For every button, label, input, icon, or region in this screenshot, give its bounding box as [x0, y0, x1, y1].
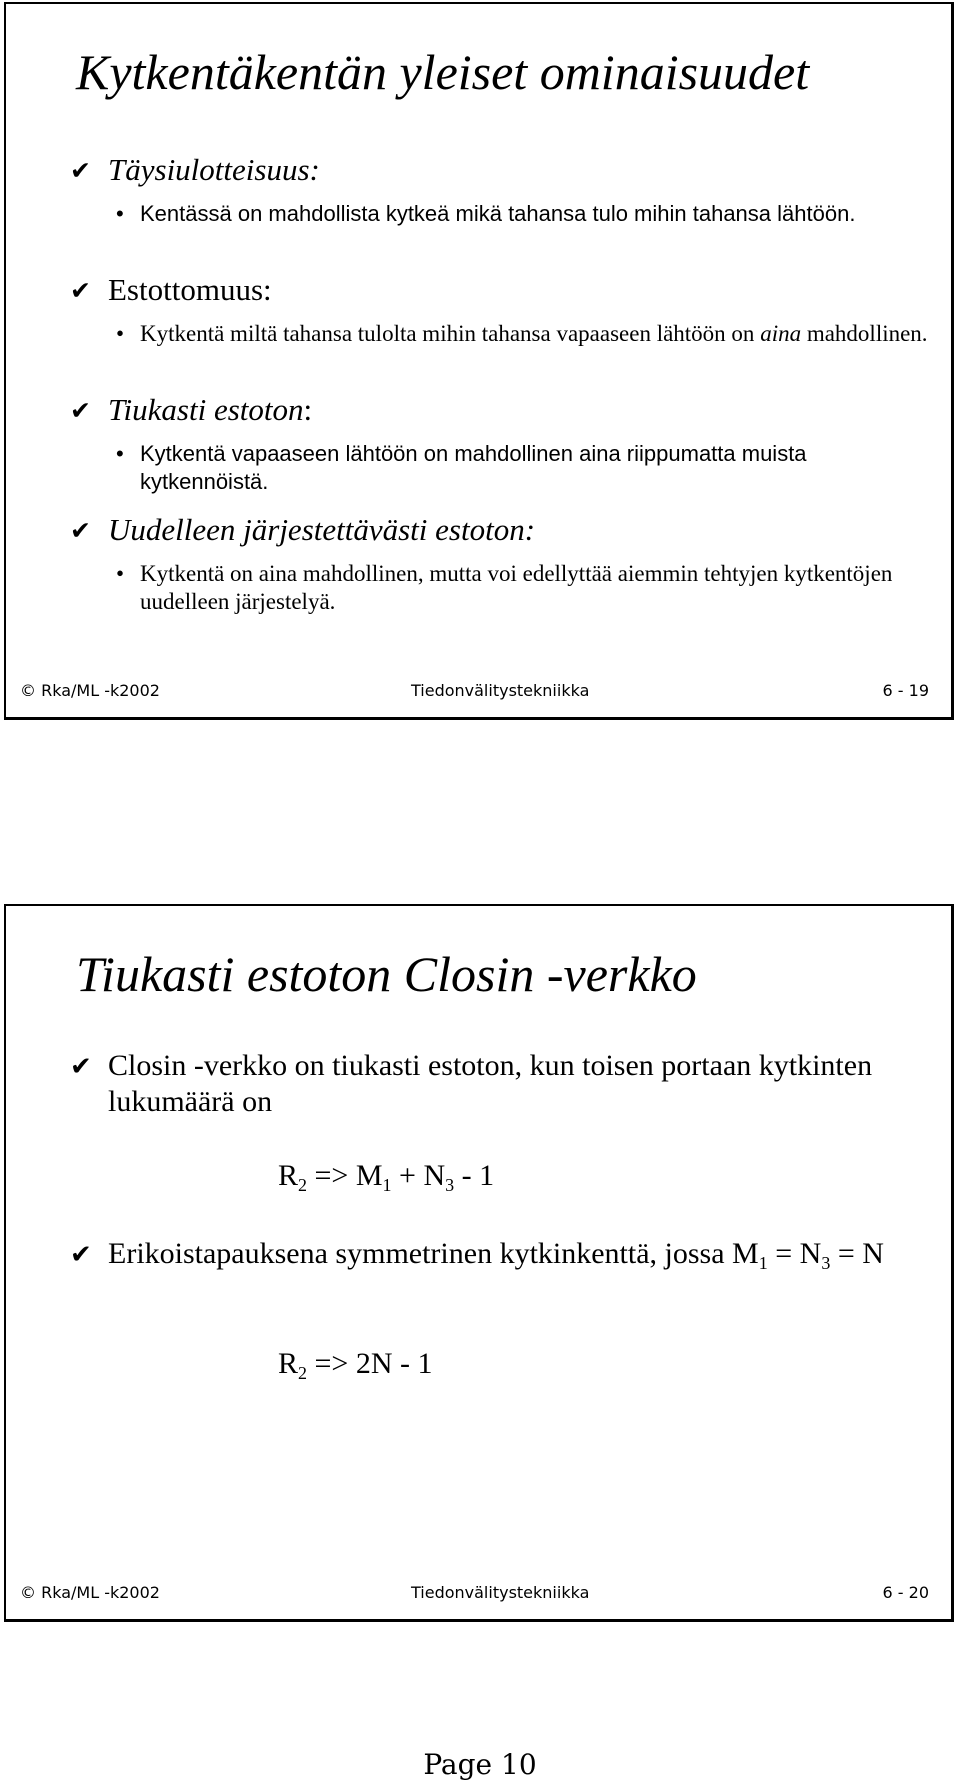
- checkmark-icon: ✔: [70, 1240, 92, 1270]
- list-item: [70, 392, 930, 496]
- item-text: Closin -verkko on tiukasti estoton, kun toisen portaan kytkinten lukumäärä on: [108, 1049, 873, 1118]
- formula-part: => M: [307, 1159, 383, 1192]
- list-item: [70, 152, 930, 228]
- list-item: [70, 272, 930, 348]
- item-text: [116, 320, 930, 348]
- item-text: [116, 200, 930, 228]
- formula-part: + N: [391, 1159, 446, 1192]
- footer-course: Tiedonvälitystekniikka: [411, 681, 590, 700]
- slide-footer: [6, 681, 951, 707]
- item-heading: Uudelleen järjestettävästi estoton:: [108, 512, 536, 547]
- formula-subscript: 2: [298, 1363, 308, 1383]
- bullet-icon: •: [116, 321, 125, 346]
- slide-6-20: [4, 904, 954, 1622]
- footer-copyright: © Rka/ML -k2002: [20, 681, 160, 700]
- item-text-content: Kytkentä on aina mahdollinen, mutta voi edellyttää aiemmin tehtyjen kytkentöjen uudelleen järjestelyä.: [140, 561, 893, 614]
- item-text-emphasis: aina: [760, 321, 802, 346]
- formula-subscript: 1: [382, 1175, 392, 1195]
- page-label: Page 10: [423, 1748, 537, 1781]
- item-text-content: Kytkentä vapaaseen lähtöön on mahdollinen aina riippumatta muista kytkennöistä.: [140, 441, 807, 494]
- item-text-part: = N: [830, 1237, 884, 1270]
- item-text: [116, 560, 930, 616]
- formula-part: => 2N - 1: [307, 1347, 433, 1380]
- item-text-part: Erikoistapauksena symmetrinen kytkinkenttä, jossa M: [108, 1237, 759, 1270]
- formula-part: R: [278, 1347, 299, 1380]
- item-subscript: 3: [821, 1253, 831, 1273]
- list-item: [70, 512, 930, 616]
- checkmark-icon: ✔: [70, 516, 91, 545]
- slide-title: Kytkentäkentän yleiset ominaisuudet: [76, 44, 810, 100]
- checkmark-icon: ✔: [70, 396, 91, 425]
- checkmark-icon: ✔: [70, 1052, 92, 1082]
- bullet-icon: •: [116, 441, 124, 466]
- item-text-content: Kentässä on mahdollista kytkeä mikä tahansa tulo mihin tahansa lähtöön.: [140, 201, 856, 226]
- item-heading-text: Tiukasti estoton: [108, 392, 304, 427]
- item-text: [116, 440, 930, 496]
- item-text-part: = N: [767, 1237, 822, 1270]
- slide-6-19: [4, 2, 954, 720]
- list-item: [70, 1048, 930, 1120]
- checkmark-icon: ✔: [70, 276, 91, 305]
- list-item: [70, 1236, 930, 1281]
- item-text-content: mahdollinen.: [801, 321, 928, 346]
- bullet-icon: •: [116, 561, 125, 586]
- formula: [278, 1346, 433, 1391]
- footer-slide-number: 6 - 19: [882, 681, 929, 700]
- footer-slide-number: 6 - 20: [882, 1583, 929, 1602]
- formula: [278, 1158, 494, 1203]
- slide-title: Tiukasti estoton Closin -verkko: [76, 946, 697, 1002]
- item-subscript: 1: [758, 1253, 768, 1273]
- item-heading: [108, 392, 930, 428]
- item-heading: Estottomuus:: [108, 272, 272, 307]
- formula-part: - 1: [454, 1159, 495, 1192]
- item-text-content: Kytkentä miltä tahansa tulolta mihin tahansa vapaaseen lähtöön on: [140, 321, 761, 346]
- slide-footer: [6, 1583, 951, 1609]
- footer-course: Tiedonvälitystekniikka: [411, 1583, 590, 1602]
- bullet-icon: •: [116, 201, 124, 226]
- formula-part: R: [278, 1159, 299, 1192]
- formula-subscript: 2: [298, 1175, 308, 1195]
- item-heading: Täysiulotteisuus:: [108, 152, 320, 187]
- footer-copyright: © Rka/ML -k2002: [20, 1583, 160, 1602]
- formula-subscript: 3: [445, 1175, 455, 1195]
- checkmark-icon: ✔: [70, 156, 91, 185]
- item-heading-colon: :: [303, 392, 313, 427]
- item-text: [108, 1236, 930, 1281]
